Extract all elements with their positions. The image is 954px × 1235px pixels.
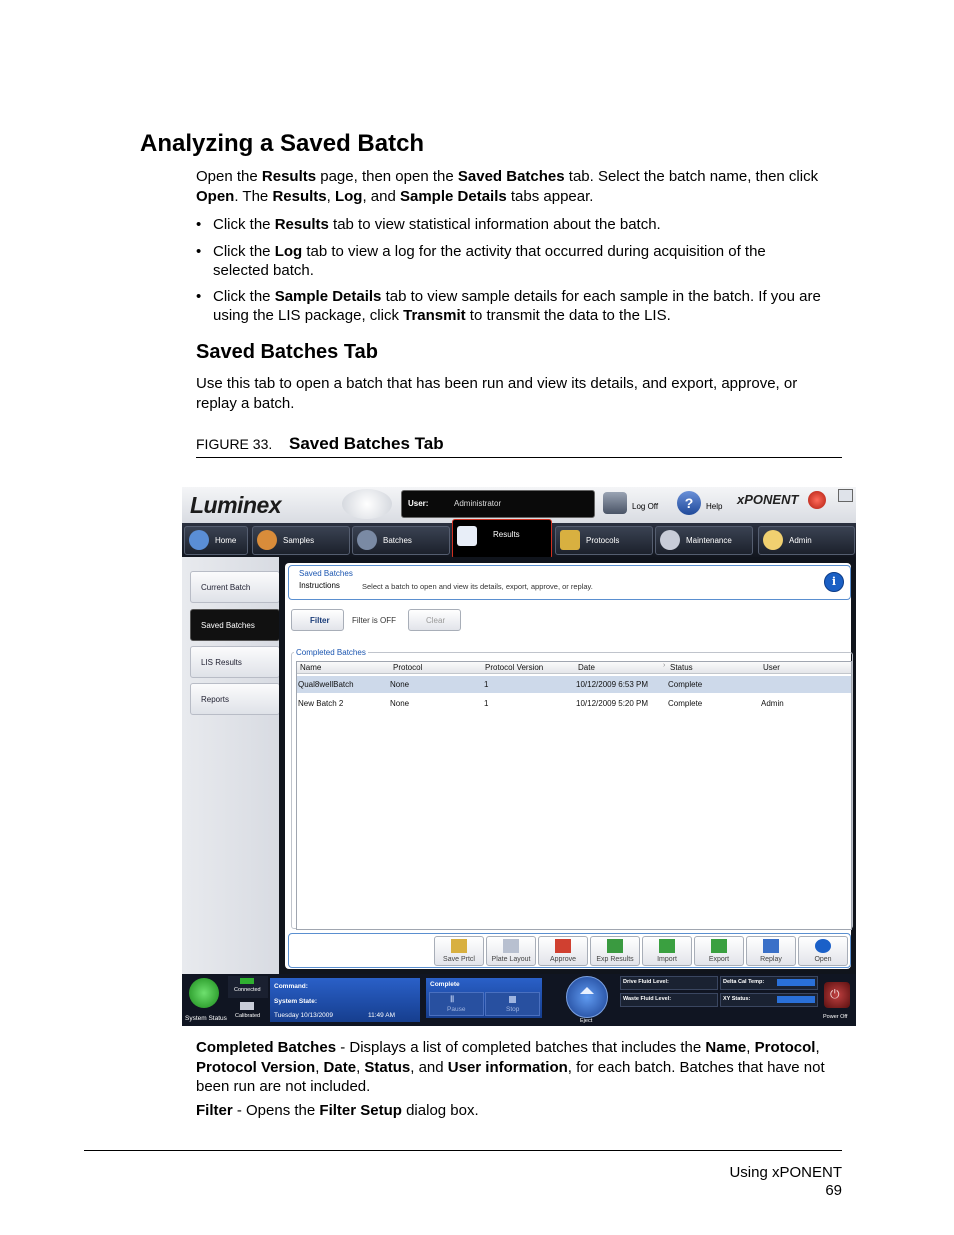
import-button[interactable] <box>642 936 692 966</box>
status-bar <box>182 974 856 1026</box>
pause-label: Pause <box>447 1006 466 1013</box>
tab-maintenance[interactable] <box>655 526 753 555</box>
sidebar-item-label: Current Batch <box>201 583 251 592</box>
figure-rule <box>196 457 842 458</box>
plate-layout-icon <box>503 939 519 953</box>
cell-date: 10/12/2009 6:53 PM <box>576 680 649 689</box>
plate-layout-button[interactable] <box>486 936 536 966</box>
delta-cal-box <box>720 976 818 990</box>
open-icon <box>815 939 831 953</box>
footer-title: Using xPONENT <box>729 1164 842 1181</box>
pause-button[interactable] <box>429 992 484 1016</box>
table-row[interactable] <box>297 676 851 693</box>
maintenance-icon <box>660 530 680 550</box>
col-status[interactable]: Status <box>670 663 693 672</box>
stop-icon <box>509 996 516 1003</box>
help-label[interactable]: Help <box>706 502 723 511</box>
sidebar-item-reports[interactable] <box>190 683 280 715</box>
user-label: User: <box>408 499 429 508</box>
app-screenshot <box>182 487 856 1026</box>
stop-button[interactable] <box>485 992 540 1016</box>
calibrated-icon <box>240 1002 254 1010</box>
col-protocol[interactable]: Protocol <box>393 663 423 672</box>
action-label: Exp Results <box>596 956 634 963</box>
export-results-icon <box>607 939 623 953</box>
tab-label: Samples <box>283 536 315 545</box>
import-icon <box>659 939 675 953</box>
figure-label: FIGURE 33. <box>196 436 273 452</box>
tab-results[interactable] <box>452 519 552 559</box>
system-status-label: System Status <box>185 1015 227 1022</box>
sidebar-item-lis-results[interactable] <box>190 646 280 678</box>
page-heading: Analyzing a Saved Batch <box>140 130 425 157</box>
status-time: 11:49 AM <box>368 1012 395 1019</box>
instructions-label: Instructions <box>299 581 340 590</box>
filter-status: Filter is OFF <box>352 616 396 625</box>
luminex-logo: Luminex <box>190 492 282 518</box>
tab-samples[interactable] <box>252 526 350 555</box>
eject-label: Eject <box>580 1018 593 1024</box>
replay-button[interactable] <box>746 936 796 966</box>
cell-user: Admin <box>761 699 784 708</box>
replay-icon <box>763 939 779 953</box>
instructions-title: Saved Batches <box>299 569 353 578</box>
clear-button-label: Clear <box>426 616 446 625</box>
intro-paragraph: Open the Results page, then open the Saved Batches tab. Select the batch name, then click Open. The Results, Log, and Sample Details tabs appear. <box>196 168 819 205</box>
action-label: Replay <box>760 956 782 963</box>
cell-protocol: None <box>390 699 410 708</box>
results-sidebar <box>182 557 279 974</box>
eject-button[interactable] <box>566 976 608 1018</box>
connected-icon <box>240 978 254 984</box>
bullet-text: Click the Log tab to view a log for the activity that occurred during acquisition of the selected batch. <box>213 243 766 279</box>
section-heading: Saved Batches Tab <box>196 341 378 363</box>
decorative-orb <box>342 489 392 519</box>
content-inner <box>285 563 851 969</box>
user-value: Administrator <box>454 499 502 508</box>
cell-status: Complete <box>668 699 703 708</box>
xy-status-box <box>720 993 818 1007</box>
approve-button[interactable] <box>538 936 588 966</box>
logoff-icon[interactable] <box>603 492 627 514</box>
tab-label: Admin <box>789 536 812 545</box>
filter-button-label: Filter <box>310 616 330 625</box>
batches-table <box>296 661 852 930</box>
sidebar-item-label: Reports <box>201 695 230 704</box>
waste-fluid-label: Waste Fluid Level: <box>623 996 672 1002</box>
figure-title: Saved Batches Tab <box>289 434 444 453</box>
tab-label: Batches <box>383 536 412 545</box>
results-chart-icon <box>457 526 477 546</box>
completed-batches-label: Completed Batches <box>296 648 366 657</box>
save-protocol-button[interactable] <box>434 936 484 966</box>
tab-label: Protocols <box>586 536 620 545</box>
export-button[interactable] <box>694 936 744 966</box>
table-row[interactable] <box>297 695 851 712</box>
action-label: Save Prtcl <box>443 956 475 963</box>
logoff-label[interactable]: Log Off <box>632 502 659 511</box>
command-box <box>270 978 420 1022</box>
export-icon <box>711 939 727 953</box>
cell-date: 10/12/2009 5:20 PM <box>576 699 649 708</box>
col-user[interactable]: User <box>763 663 780 672</box>
help-icon[interactable]: ? <box>677 491 701 515</box>
connected-label: Connected <box>234 987 261 993</box>
delta-cal-label: Delta Cal Temp: <box>723 979 765 985</box>
batches-icon <box>357 530 377 550</box>
sidebar-item-label: LIS Results <box>201 658 242 667</box>
minimize-icon[interactable] <box>838 489 853 502</box>
stop-label: Stop <box>506 1006 520 1013</box>
cell-version: 1 <box>484 699 489 708</box>
command-label: Command: <box>274 983 308 990</box>
section-paragraph: Use this tab to open a batch that has been run and view its details, and export, approve, or replay a batch. <box>196 375 798 412</box>
bullet-text: Click the Sample Details tab to view sample details for each sample in the batch. If you are using the LIS package, click Transmit to transmit the data to the LIS. <box>213 288 821 324</box>
content-panel <box>279 557 856 974</box>
delta-cal-bar <box>777 979 815 986</box>
protocols-icon <box>560 530 580 550</box>
col-date[interactable]: Date <box>578 663 595 672</box>
sort-arrow-icon: › <box>663 662 666 669</box>
export-results-button[interactable] <box>590 936 640 966</box>
calibrated-label: Calibrated <box>235 1013 261 1019</box>
samples-icon <box>257 530 277 550</box>
open-button[interactable] <box>798 936 848 966</box>
progress-box <box>426 978 542 1018</box>
table-header <box>297 662 851 674</box>
tab-home[interactable] <box>184 526 248 555</box>
col-protocol-version[interactable]: Protocol Version <box>485 663 544 672</box>
info-icon[interactable]: i <box>824 572 844 592</box>
tab-protocols[interactable] <box>555 526 653 555</box>
col-name[interactable]: Name <box>300 663 322 672</box>
drive-fluid-box <box>620 976 718 990</box>
action-label: Approve <box>549 956 577 963</box>
waste-fluid-box <box>620 993 718 1007</box>
action-label: Open <box>814 956 832 963</box>
pause-icon: Ⅱ <box>450 994 455 1004</box>
sidebar-item-label: Saved Batches <box>201 621 255 630</box>
user-box <box>401 490 595 518</box>
tab-admin[interactable] <box>758 526 855 555</box>
tab-label: Results <box>493 530 520 539</box>
system-status-icon[interactable] <box>189 978 219 1008</box>
instructions-text: Select a batch to open and view its details, export, approve, or replay. <box>362 582 593 591</box>
brand-orb-icon <box>808 491 826 509</box>
progress-status: Complete <box>430 981 460 988</box>
clear-button[interactable] <box>408 609 461 631</box>
xy-status-bar <box>777 996 815 1003</box>
eject-icon <box>580 987 594 997</box>
power-off-button[interactable] <box>824 982 850 1008</box>
action-label: Export <box>708 956 730 963</box>
admin-icon <box>763 530 783 550</box>
main-tabbar <box>182 523 856 557</box>
power-off-label: Power Off <box>823 1014 848 1020</box>
tab-label: Home <box>215 536 237 545</box>
approve-icon <box>555 939 571 953</box>
sidebar-item-saved-batches[interactable] <box>190 609 280 641</box>
home-icon <box>189 530 209 550</box>
tab-batches[interactable] <box>352 526 450 555</box>
bullet-text: Click the Results tab to view statistical information about the batch. <box>213 216 661 233</box>
action-label: Plate Layout <box>491 956 531 963</box>
cell-name: Qual8wellBatch <box>298 680 354 689</box>
instructions-box <box>288 565 851 600</box>
action-label: Import <box>657 956 677 963</box>
filter-button[interactable] <box>291 609 344 631</box>
status-date: Tuesday 10/13/2009 <box>274 1012 334 1019</box>
action-bar <box>288 933 851 968</box>
page-number: 69 <box>825 1182 842 1199</box>
tab-label: Maintenance <box>686 536 732 545</box>
filter-description: Filter - Opens the Filter Setup dialog box. <box>196 1102 479 1119</box>
footer-rule <box>84 1150 842 1151</box>
drive-fluid-label: Drive Fluid Level: <box>623 979 669 985</box>
cell-status: Complete <box>668 680 703 689</box>
cell-name: New Batch 2 <box>298 699 344 708</box>
app-topbar <box>182 487 856 523</box>
sidebar-item-current-batch[interactable] <box>190 571 280 603</box>
cell-version: 1 <box>484 680 489 689</box>
xponent-brand: xPONENT <box>737 492 799 507</box>
save-protocol-icon <box>451 939 467 953</box>
power-icon: ⏻ <box>830 987 840 1001</box>
completed-batches-description: Completed Batches - Displays a list of completed batches that includes the Name, Protocol, Protocol Version, Date, Status, and User information, for each batch. Batches that have not been run are not included. <box>196 1039 825 1095</box>
cell-protocol: None <box>390 680 410 689</box>
xy-status-label: XY Status: <box>723 996 751 1002</box>
system-state-label: System State: <box>274 998 317 1005</box>
